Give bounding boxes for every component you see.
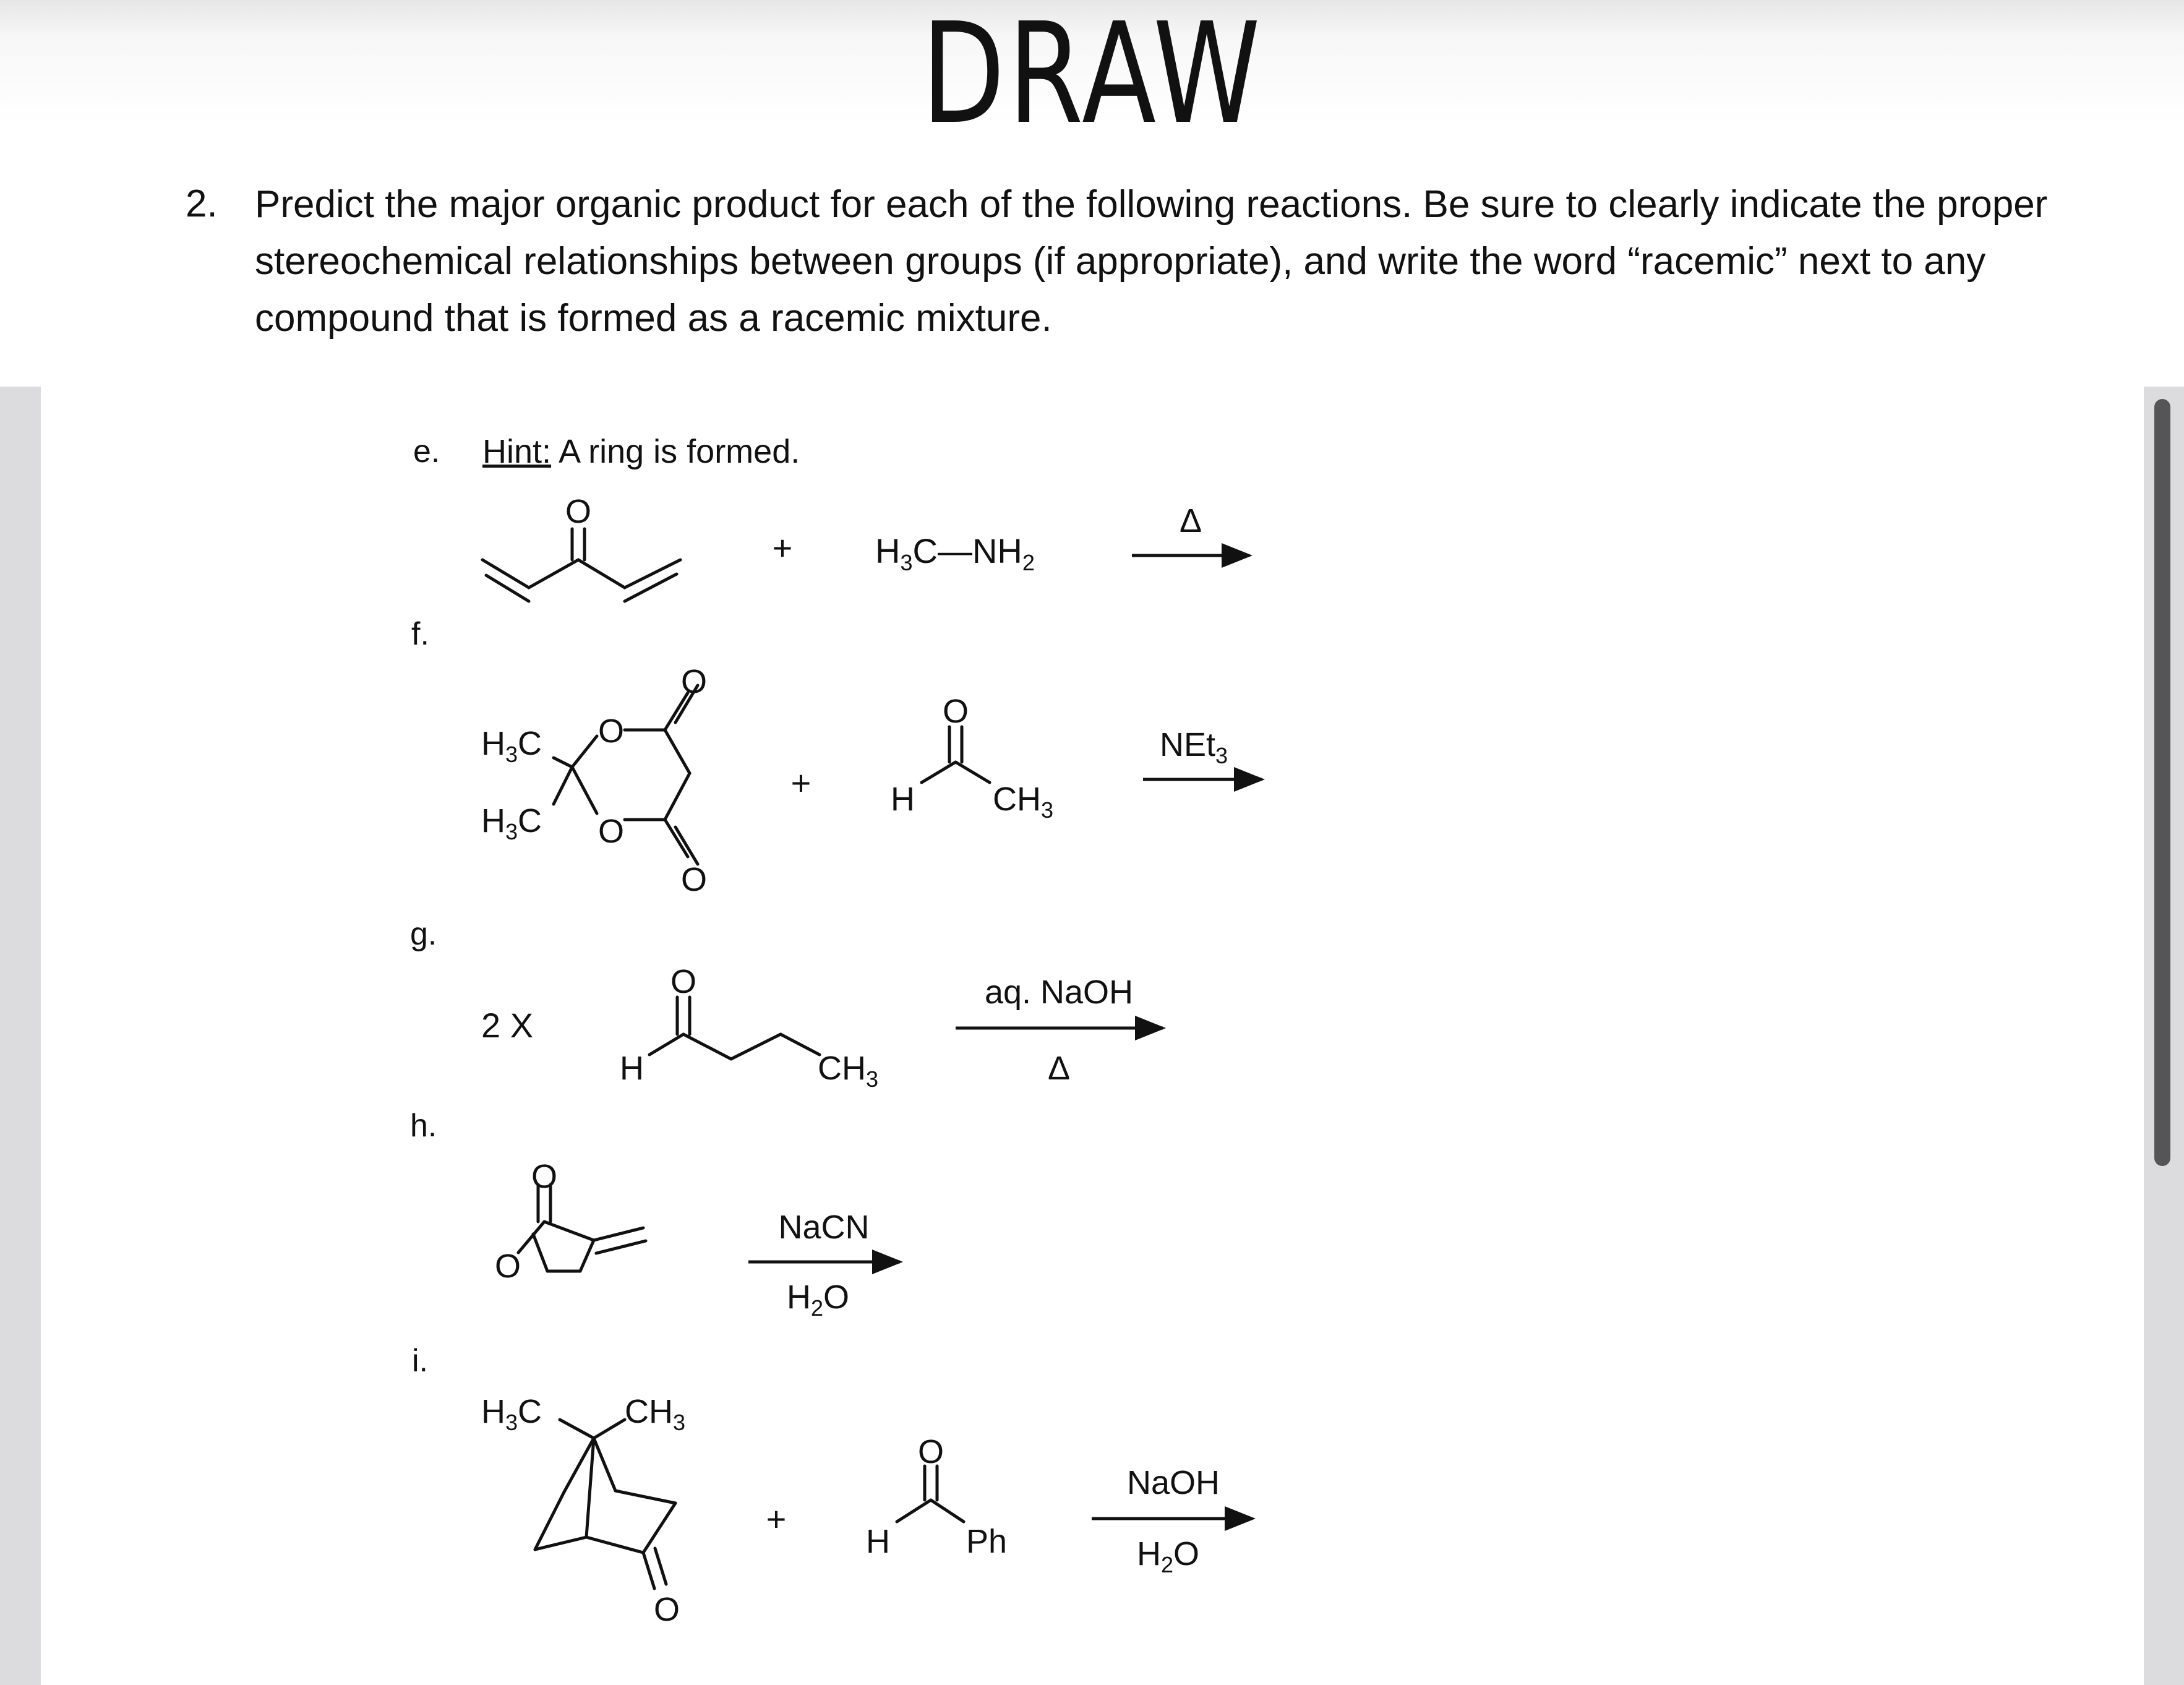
multiplier: 2 X: [481, 1006, 534, 1045]
atom-o-carbonyl-bottom: O: [680, 861, 708, 898]
hint-prefix: Hint:: [482, 433, 552, 470]
atom-o-ring: O: [495, 1248, 521, 1285]
problem-label-i: i.: [412, 1343, 428, 1379]
divinyl-ketone-structure: [482, 493, 680, 601]
atom-h: H: [891, 781, 915, 818]
atom-h: H: [620, 1050, 644, 1087]
acetaldehyde-structure: [891, 693, 1053, 823]
problem-label-f: f.: [411, 616, 429, 652]
condition-nacn: NaCN: [778, 1209, 870, 1246]
condition-heat: Δ: [1047, 1050, 1071, 1087]
atom-o: O: [670, 963, 697, 1000]
methyl-label: $CH_3$: [818, 1050, 879, 1092]
atom-h: H: [866, 1523, 890, 1560]
atom-o: O: [942, 693, 969, 730]
methyl-label-right: $CH_3$: [625, 1393, 686, 1435]
butanal-structure: [620, 963, 878, 1092]
condition-triethylamine: NEt$_3$: [1160, 726, 1228, 768]
plus-sign: +: [766, 1499, 787, 1538]
atom-o-carbonyl: O: [531, 1158, 558, 1195]
problem-label-e: e.: [413, 434, 440, 469]
atom-o-ring-bottom: O: [597, 813, 625, 850]
question-text: Predict the major organic product for each of the following reactions. Be sure to clearly indicate the proper stereochemical relationships between groups (if appropriate), and write the word “racemic” next to any compound that is formed as a racemic mixture.: [255, 183, 2048, 340]
methyl-label-top: $H_3C$: [481, 725, 542, 767]
methyl-label: $CH_3$: [993, 781, 1054, 823]
condition-heat: Δ: [1179, 502, 1202, 539]
problem-label-h: h.: [410, 1108, 437, 1144]
reaction-h: [495, 1158, 900, 1321]
reaction-f: [481, 663, 1262, 898]
condition-water: $H_2O$: [1137, 1535, 1200, 1577]
camphor-structure: [481, 1393, 685, 1628]
meldrums-acid-structure: [481, 663, 707, 898]
benzaldehyde-structure: [866, 1433, 1007, 1560]
atom-o: O: [565, 493, 592, 530]
reagent-methylamine: $H_3C—NH_2$: [875, 531, 1035, 575]
atom-o-carbonyl: O: [653, 1591, 680, 1628]
condition-naoh: aq. NaOH: [984, 974, 1134, 1011]
condition-naoh: NaOH: [1126, 1464, 1220, 1501]
reaction-e: [482, 493, 1249, 601]
problem-label-g: g.: [410, 916, 437, 952]
draw-title: DRAW: [921, 0, 1264, 155]
phenyl-label: Ph: [966, 1523, 1008, 1560]
hint-text: A ring is formed.: [551, 433, 800, 470]
condition-water: $H_2O$: [787, 1279, 850, 1321]
plus-sign: +: [790, 763, 812, 802]
reaction-g: [481, 963, 1163, 1092]
atom-o-ring-top: O: [597, 713, 625, 750]
reaction-i: [481, 1393, 1253, 1628]
plus-sign: +: [772, 528, 793, 567]
methyl-label-left: $H_3C$: [481, 1393, 542, 1435]
question-number: 2.: [186, 182, 218, 225]
methylene-lactone-structure: [495, 1158, 646, 1285]
atom-o: O: [917, 1433, 944, 1470]
atom-o-carbonyl-top: O: [680, 663, 708, 700]
methyl-label-bottom: $H_3C$: [481, 802, 542, 844]
